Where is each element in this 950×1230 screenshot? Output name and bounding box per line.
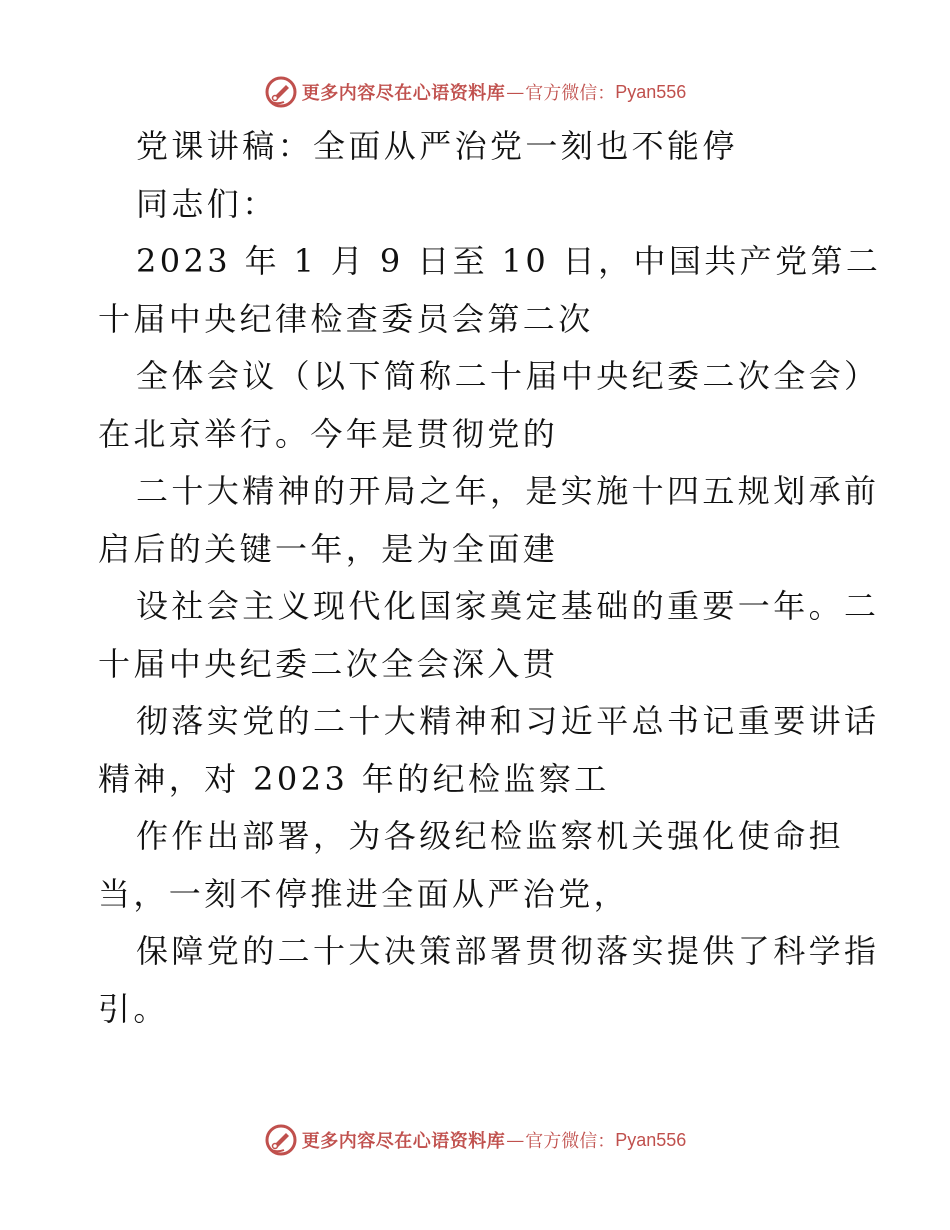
paragraph-line: 当，一刻不停推进全面从严治党， — [98, 874, 630, 913]
banner-wechat-label: 官方微信： — [525, 1131, 616, 1152]
footer-banner — [0, 1120, 950, 1160]
paragraph-line: 设社会主义现代化国家奠定基础的重要一年。二 — [136, 587, 880, 625]
paragraph-line: 作作出部署，为各级纪检监察机关强化使命担 — [136, 817, 845, 855]
paragraph-line: 引。 — [98, 989, 169, 1028]
paragraph-line: 十届中央纪委二次全会深入贯 — [98, 644, 559, 683]
paragraph-line: 在北京举行。今年是贯彻党的 — [98, 414, 559, 453]
header-banner — [0, 72, 950, 112]
banner-promo-text: 更多内容尽在心语资料库 — [301, 83, 506, 104]
seal-logo-icon — [264, 1123, 298, 1157]
paragraph-line: 全体会议（以下简称二十届中央纪委二次全会） — [136, 357, 880, 395]
document-body — [98, 118, 882, 1038]
paragraph-line: 保障党的二十大决策部署贯彻落实提供了科学指 — [136, 932, 880, 970]
paragraph-line: 彻落实党的二十大精神和习近平总书记重要讲话 — [136, 702, 880, 740]
banner-promo-text: 更多内容尽在心语资料库 — [301, 1131, 506, 1152]
paragraph-line: 十届中央纪律检查委员会第二次 — [98, 299, 594, 338]
document-title: 党课讲稿：全面从严治党一刻也不能停 — [136, 127, 738, 165]
banner-separator: — — [506, 1129, 525, 1151]
paragraph-line: 二十大精神的开局之年，是实施十四五规划承前 — [136, 472, 880, 510]
banner-wechat-id: Pyan556 — [615, 1129, 687, 1150]
paragraph-line: 2023 年 1 月 9 日至 10 日，中国共产党第二 — [136, 242, 882, 280]
banner-wechat-label: 官方微信： — [525, 83, 616, 104]
paragraph-line: 启后的关键一年，是为全面建 — [98, 529, 559, 568]
banner-wechat-id: Pyan556 — [615, 81, 687, 102]
salutation: 同志们： — [136, 184, 278, 223]
seal-logo-icon — [264, 75, 298, 109]
paragraph-line: 精神，对 2023 年的纪检监察工 — [98, 759, 610, 798]
banner-separator: — — [506, 81, 525, 103]
